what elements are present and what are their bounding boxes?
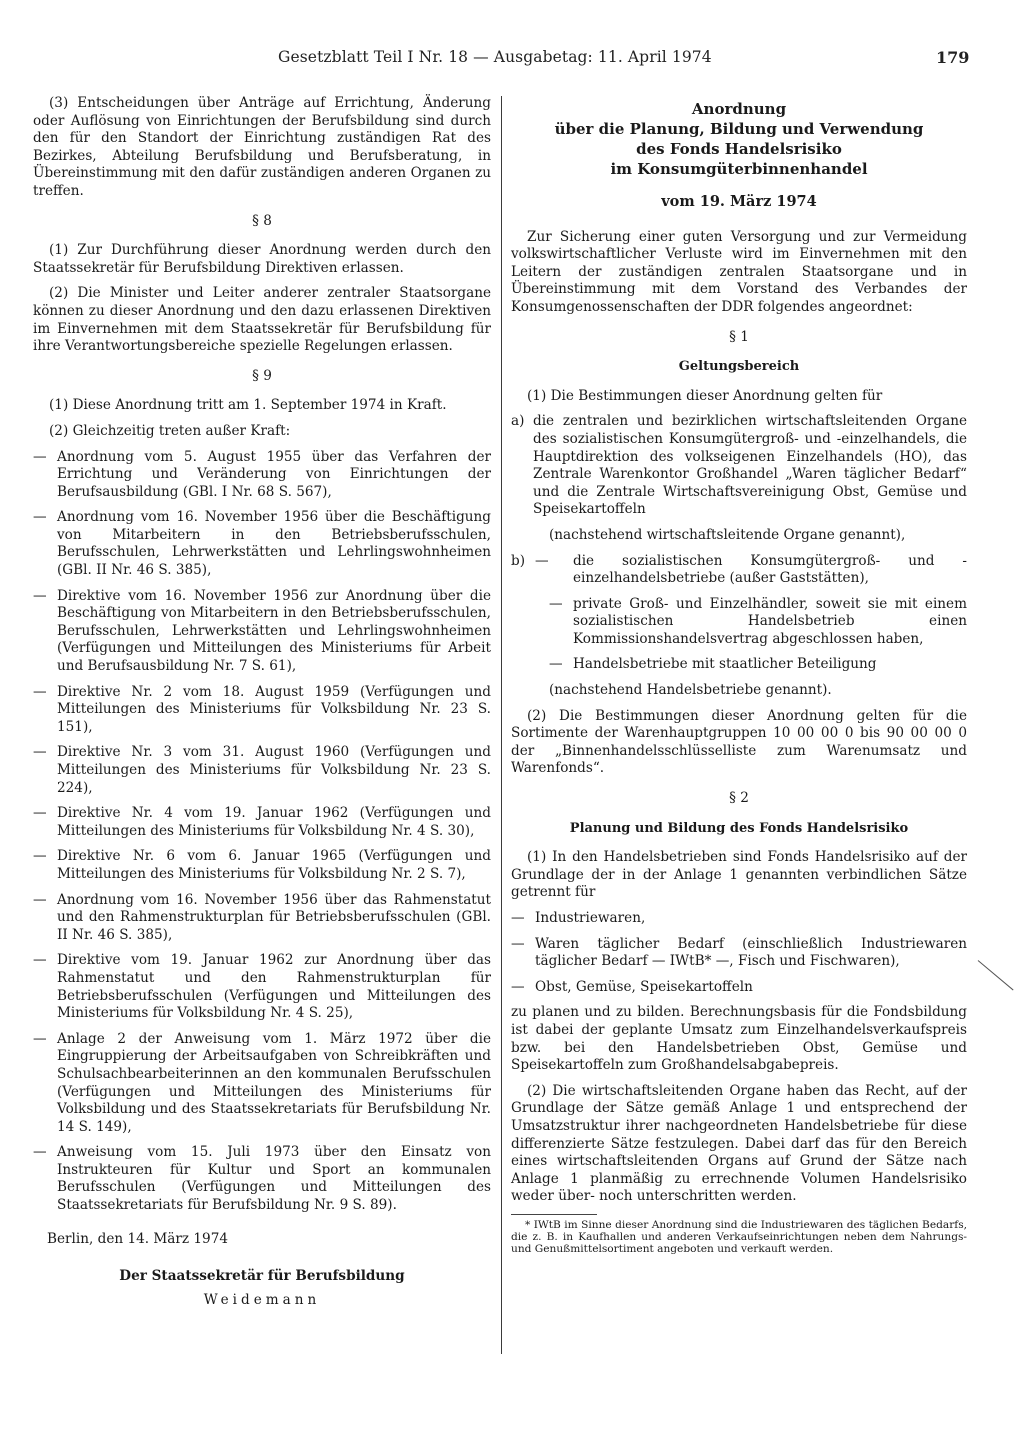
section-9-paragraph-1: (1) Diese Anordnung tritt am 1. September 1974 in Kraft. [49,397,447,414]
item-b-text: die sozialistischen Konsumgütergroß- und -einzelhandelsbetriebe (außer Gaststätten), [573,552,967,587]
section-9-paragraph-2: (2) Gleichzeitig treten außer Kraft: [49,422,291,439]
section-1-paragraph-1: (1) Die Bestimmungen dieser Anordnung gelten für [527,387,883,404]
list-item: — Direktive Nr. 2 vom 18. August 1959 (Verfügungen und Mitteilungen des Ministeriums für Volksbildung Nr. 23 S. 151), [33,684,491,737]
footnote-rule [511,1214,597,1215]
section-1-subheading: Geltungsbereich [678,359,800,375]
running-header: Gesetzblatt Teil I Nr. 18 — Ausgabetag: 11. April 1974 [278,48,712,66]
right-column [511,95,967,1255]
column-divider [501,96,502,1354]
dash-marker: — [535,552,549,569]
title-line: des Fonds Handelsrisiko [636,140,842,158]
paragraph-3-decisions: (3) Entscheidungen über Anträge auf Errichtung, Änderung oder Auflösung von Einrichtungen der Berufsbildung sind durch den für den Standort der Einrichtung zuständigen Rat des Bezirkes, Abteilung Berufsbildung und Berufsberatung, in Übereinstimmung mit den dafür zuständigen anderen Organen zu treffen. [33,95,491,199]
signer-title: Der Staatssekretär für Berufsbildung [119,1268,405,1285]
left-column [33,95,491,1309]
section-8-paragraph-2: (2) Die Minister und Leiter anderer zentraler Staatsorgane können zu dieser Anordnung und den dazu erlassenen Direktiven im Einvernehmen mit dem Staatssekretär für Berufsbildung für ihre Verantwortungsbereiche spezielle Regelungen erlassen. [33,285,491,355]
list-item: — private Groß- und Einzelhändler, soweit sie mit einem sozialistischen Handelsbetrieb einen Kommissionshandelsvertrag abgeschlossen haben, [549,596,967,649]
item-b-note: (nachstehend Handelsbetriebe genannt). [549,682,832,699]
item-b [511,553,967,588]
title-line: Anordnung [691,100,787,118]
list-item: — Handelsbetriebe mit staatlicher Beteiligung [549,656,967,674]
item-a-text: die zentralen und bezirklichen wirtschaftsleitenden Organe des sozialistischen Konsumgütergroß- und -einzelhandels, die Hauptdirektion des volkseigenen Einzelhandels (HO), das Zentrale Warenkontor Großhandel „Waren täglicher Bedarf“ und die Zentrale Wirtschaftsvereinigung Obst, Gemüse und Speisekartoffeln [533,413,967,518]
list-item: — Anordnung vom 16. November 1956 über das Rahmenstatut und den Rahmenstrukturplan für Betriebsberufsschulen (GBl. II Nr. 46 S. 385), [33,892,491,945]
section-1-heading: § 1 [729,328,749,345]
item-a-marker: a) [511,413,525,430]
list-item: — Anweisung vom 15. Juli 1973 über den Einsatz von Instrukteuren für Kultur und Sport an kommunalen Berufsschulen (Verfügungen und Mitteilungen des Staatssekretariats für Berufsbildung Nr. 9 S. 89). [33,1144,491,1214]
page-number: 179 [936,48,970,67]
list-item: — Direktive Nr. 4 vom 19. Januar 1962 (Verfügungen und Mitteilungen des Ministeriums für Volksbildung Nr. 4 S. 30), [33,805,491,840]
list-item: — Anordnung vom 16. November 1956 über die Beschäftigung von Mitarbeitern in den Betriebsberufsschulen, Berufsschulen, Lehrwerkstätten und Lehrlingswohnheimen (GBl. II Nr. 46 S. 385), [33,509,491,579]
section-1-paragraph-2: (2) Die Bestimmungen dieser Anordnung gelten für die Sortimente der Warenhauptgruppen 10 00 00 0 bis 90 00 00 0 der „Binnenhandelsschlüsselliste zum Warenumsatz und Warenfonds“. [511,707,967,777]
title-line: im Konsumgüterbinnenhandel [610,160,868,178]
place-and-date: Berlin, den 14. März 1974 [47,1230,228,1247]
section-8-paragraph-1: (1) Zur Durchführung dieser Anordnung werden durch den Staatssekretär für Berufsbildung Direktiven erlassen. [33,242,491,276]
item-a-note: (nachstehend wirtschaftsleitende Organe genannt), [549,526,906,543]
section-8-heading: § 8 [252,212,272,229]
section-2-heading: § 2 [729,790,749,807]
list-item: — Direktive Nr. 3 vom 31. August 1960 (Verfügungen und Mitteilungen des Ministeriums für Volksbildung Nr. 23 S. 224), [33,744,491,797]
list-item: — Anordnung vom 5. August 1955 über das Verfahren der Errichtung und Veränderung von Einrichtungen der Berufsausbildung (GBl. I Nr. 68 S. 567), [33,449,491,502]
section-9-heading: § 9 [252,367,272,384]
item-b-marker: b) [511,552,526,569]
goods-groups-list [511,910,967,996]
list-item: — Waren täglicher Bedarf (einschließlich Industriewaren täglicher Bedarf — IWtB* —, Fisch und Fischwaren), [511,936,967,971]
document-date: vom 19. März 1974 [661,193,817,210]
title-line: über die Planung, Bildung und Verwendung [554,120,924,138]
margin-pen-mark [978,960,1014,990]
list-item: — Direktive vom 19. Januar 1962 zur Anordnung über das Rahmenstatut und den Rahmenstrukturplan für Betriebsberufsschulen (Verfügungen und Mitteilungen des Ministeriums für Volksbildung Nr. 4 S. 25), [33,952,491,1022]
list-item: — Industriewaren, [511,910,967,928]
section-2-paragraph-1-continued: zu planen und zu bilden. Berechnungsbasis für die Fondsbildung ist dabei der geplante Umsatz zum Einzelhandelsverkaufspreis bzw. bei den Handelsbetrieben Obst, Gemüse und Speisekartoffeln zum Großhandelsabgabepreis. [511,1004,967,1074]
list-item: — Direktive Nr. 6 vom 6. Januar 1965 (Verfügungen und Mitteilungen des Ministeriums für Volksbildung Nr. 2 S. 7), [33,848,491,883]
section-2-paragraph-1: (1) In den Handelsbetrieben sind Fonds Handelsrisiko auf der Grundlage der in der Anlage 1 genannten verbindlichen Sätze getrennt für [511,849,967,901]
list-item: — Anlage 2 der Anweisung vom 1. März 1972 über die Eingruppierung der Arbeitsaufgaben von Schreibkräften und Schulsachbearbeiterinnen an den kommunalen Berufsschulen (Verfügungen und Mitteilungen des Ministeriums für Volksbildung und des Staatssekretariats für Berufsbildung Nr. 14 S. 149), [33,1031,491,1137]
section-2-subheading: Planung und Bildung des Fonds Handelsrisiko [569,820,909,836]
preamble: Zur Sicherung einer guten Versorgung und zur Vermeidung volkswirtschaftlicher Verluste wird im Einvernehmen mit den Leitern der zuständigen zentralen Staatsorgane und in Übereinstimmung mit dem Vorstand des Verbandes der Konsumgenossenschaften der DDR folgendes angeordnet: [511,228,967,315]
list-item: — Obst, Gemüse, Speisekartoffeln [511,979,967,997]
signer-name: Weidemann [203,1291,321,1308]
section-2-paragraph-2: (2) Die wirtschaftsleitenden Organe haben das Recht, auf der Grundlage der Sätze gemäß Anlage 1 und entsprechend der Umsatzstruktur ihrer nachgeordneten Handelsbetriebe für diese differenzierte Sätze festzulegen. Dabei darf das für den Bereich eines wirtschaftsleitenden Organs auf Grund der Sätze nach Anlage 1 planmäßig zu errechnende Volumen Handelsrisiko weder über- noch unterschritten werden. [511,1082,967,1205]
repealed-regulations-list [33,449,491,1215]
document-title [511,99,967,179]
footnote: * IWtB im Sinne dieser Anordnung sind die Industriewaren des täglichen Bedarfs, die z. B. in Kaufhallen und anderen Verkaufseinrichtungen neben dem Nahrungs- und Genußmittelsortiment angeboten und verkauft werden. [511,1218,967,1255]
list-item: — Direktive vom 16. November 1956 zur Anordnung über die Beschäftigung von Mitarbeitern in den Betriebsberufsschulen, Berufsschulen, Lehrwerkstätten und Lehrlingswohnheimen (Verfügungen und Mitteilungen des Ministeriums für Arbeit und Berufsausbildung Nr. 7 S. 61), [33,588,491,676]
item-a [511,413,967,519]
